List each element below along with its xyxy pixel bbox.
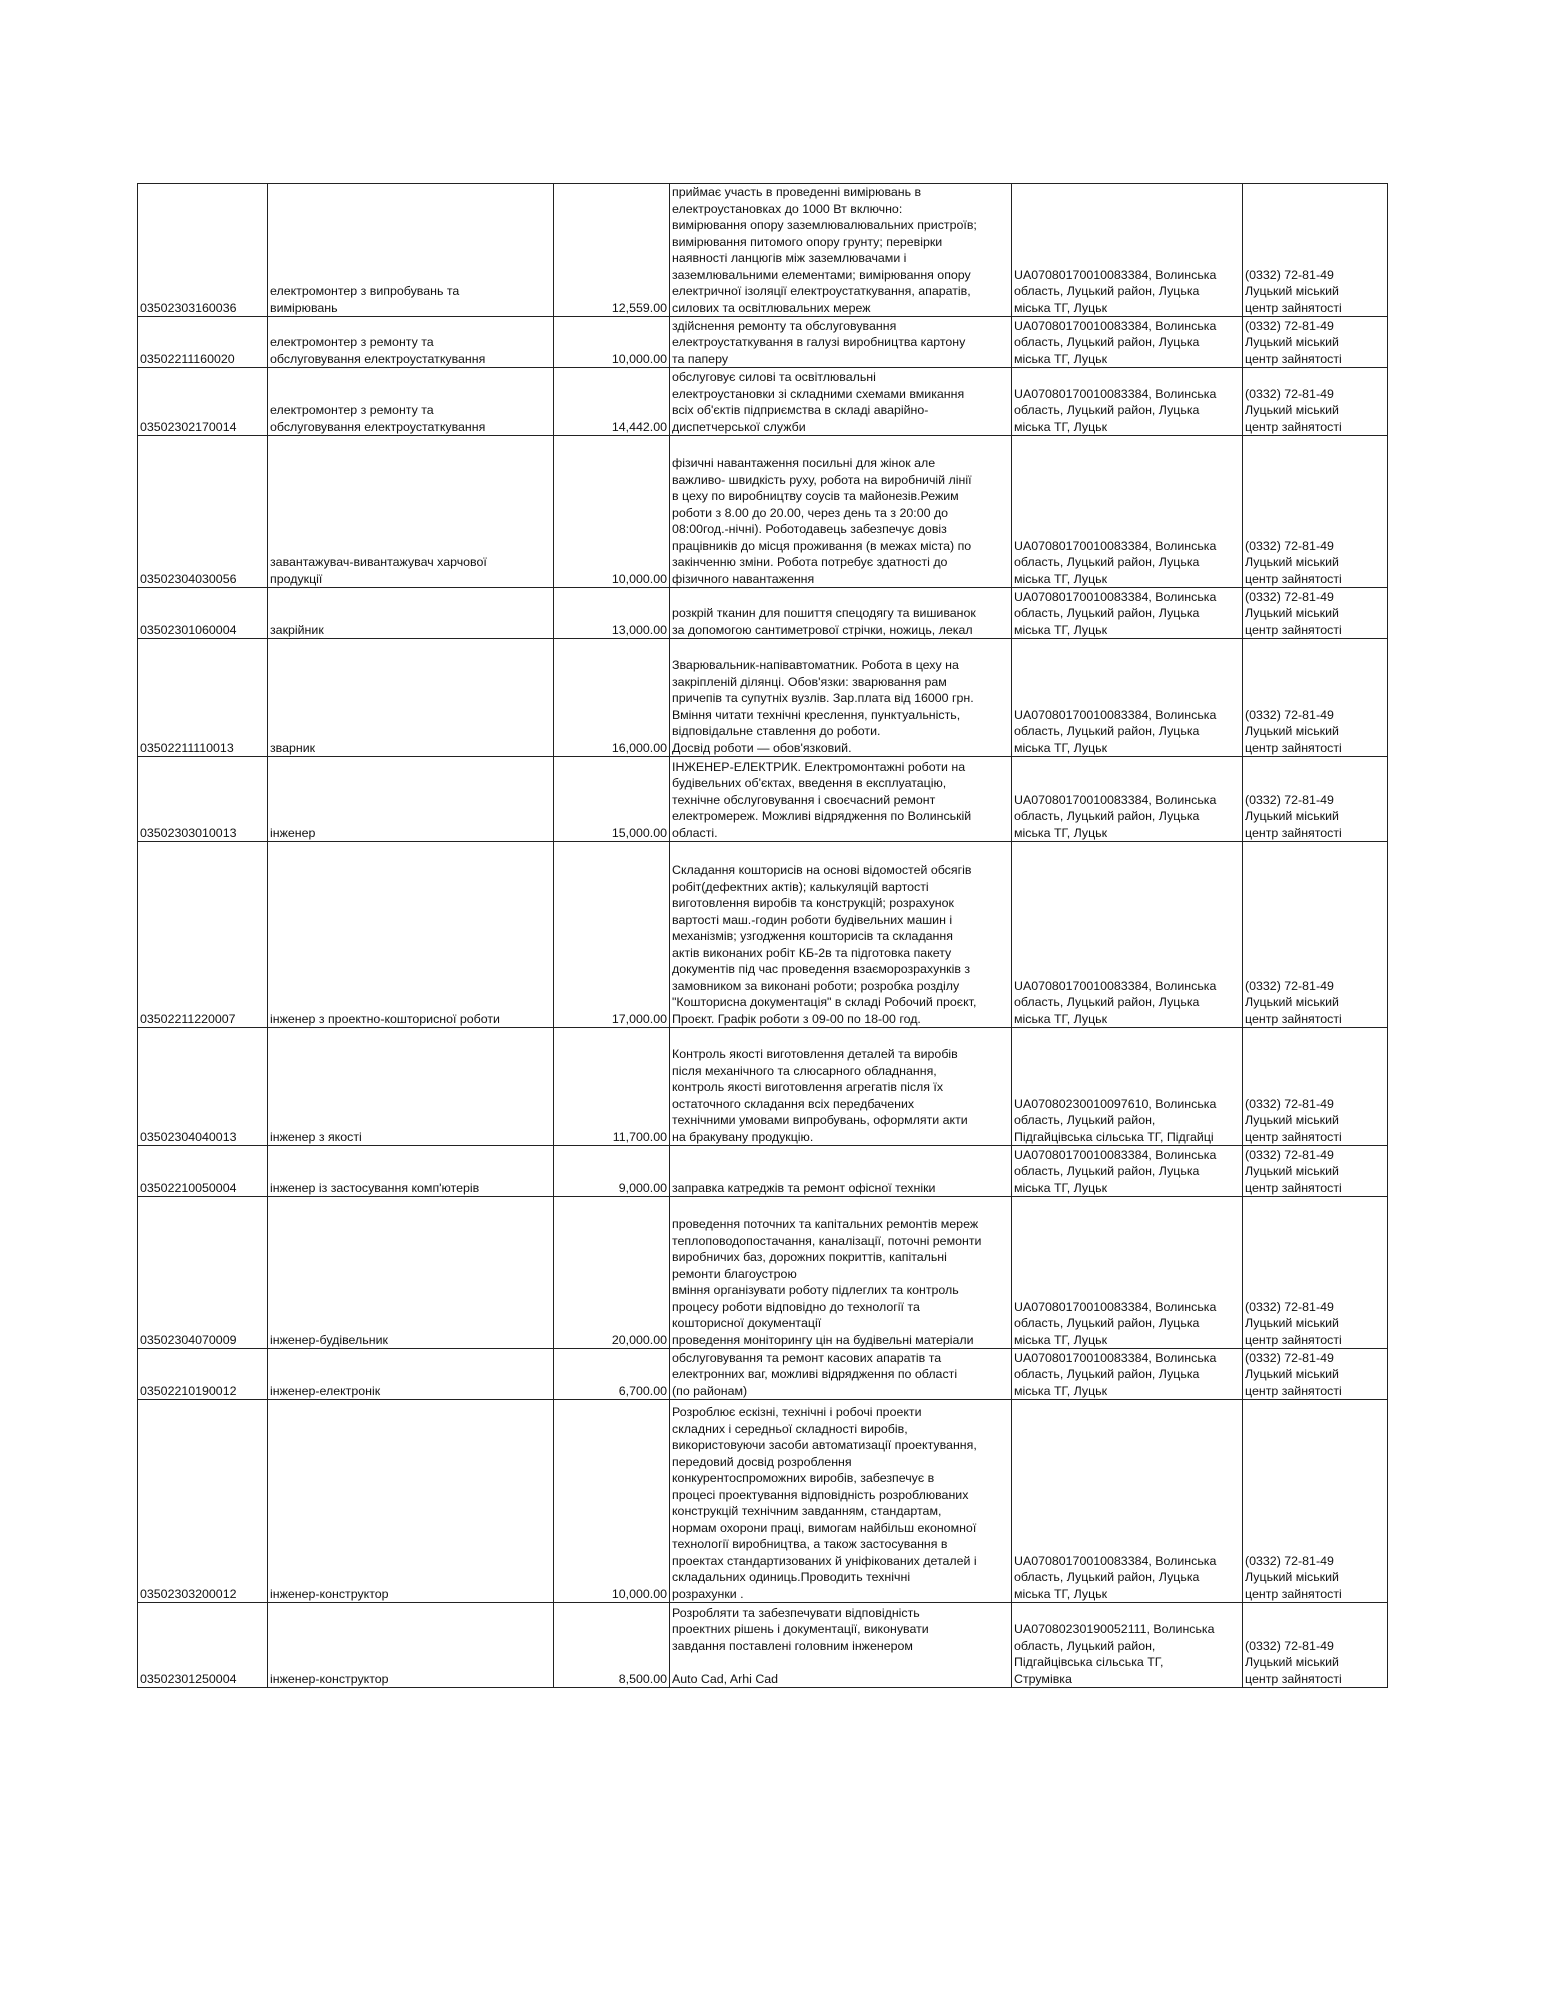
contact-cell: (0332) 72-81-49 Луцький міський центр зайнятості [1243, 1349, 1388, 1400]
address-cell: UA07080170010083384, Волинська область, Луцький район, Луцька міська ТГ, Луцьк [1012, 184, 1243, 317]
table-row [138, 1028, 1388, 1146]
address-cell: UA07080170010083384, Волинська область, Луцький район, Луцька міська ТГ, Луцьк [1012, 842, 1243, 1028]
table-row [138, 184, 1388, 317]
contact-cell: (0332) 72-81-49 Луцький міський центр зайнятості [1243, 184, 1388, 317]
vacancy-code-cell: 03502304070009 [138, 1197, 268, 1349]
salary-cell: 17,000.00 [554, 842, 670, 1028]
job-description-cell: обслуговування та ремонт касових апаратів та електронних ваг, можливі відрядження по області (по районам) [670, 1349, 1012, 1400]
salary-cell: 10,000.00 [554, 1400, 670, 1603]
address-cell: UA07080170010083384, Волинська область, Луцький район, Луцька міська ТГ, Луцьк [1012, 1197, 1243, 1349]
job-description-cell: здійснення ремонту та обслуговування електроустаткування в галузі виробництва картону та паперу [670, 317, 1012, 368]
job-title-cell: завантажувач-вивантажувач харчової продукції [268, 436, 554, 588]
table-row [138, 1197, 1388, 1349]
contact-cell: (0332) 72-81-49 Луцький міський центр зайнятості [1243, 757, 1388, 842]
salary-cell: 12,559.00 [554, 184, 670, 317]
contact-cell: (0332) 72-81-49 Луцький міський центр зайнятості [1243, 368, 1388, 436]
table-row [138, 368, 1388, 436]
table-row [138, 588, 1388, 639]
table-row [138, 1603, 1388, 1688]
table-row [138, 1349, 1388, 1400]
salary-cell: 6,700.00 [554, 1349, 670, 1400]
job-title-cell: інженер-конструктор [268, 1400, 554, 1603]
table-row [138, 639, 1388, 757]
table-row [138, 1400, 1388, 1603]
job-description-cell: Складання кошторисів на основі відомостей обсягів робіт(дефектних актів); калькуляцій вартості виготовлення виробів та конструкцій; розрахунок вартості маш.-годин роботи будівельних машин і механізмів; узгодження кошторисів та складання актів виконаних робіт КБ-2в та підготовка пакету документів під час проведення взаєморозрахунків з замовником за виконані роботи; розробка розділу "Кошторисна документація" в складі Робочий проєкт, Проєкт. Графік роботи з 09-00 по 18-00 год. [670, 842, 1012, 1028]
job-description-cell: проведення поточних та капітальних ремонтів мереж теплоповодопостачання, каналізації, поточні ремонти виробничих баз, дорожних покриттів, капітальні ремонти благоустрою вміння організувати роботу підлеглих та контроль процесу роботи відповідно до технології та кошторисної документації проведення моніторингу цін на будівельні матеріали [670, 1197, 1012, 1349]
table-row [138, 757, 1388, 842]
vacancy-code-cell: 03502302170014 [138, 368, 268, 436]
address-cell: UA07080230190052111, Волинська область, Луцький район, Підгайцівська сільська ТГ, Струмівка [1012, 1603, 1243, 1688]
salary-cell: 8,500.00 [554, 1603, 670, 1688]
job-description-cell: Контроль якості виготовлення деталей та виробів після механічного та слюсарного обладнання, контроль якості виготовлення агрегатів після їх остаточного складання всіх передбачених технічними умовами випробувань, оформляти акти на бракувану продукцію. [670, 1028, 1012, 1146]
contact-cell: (0332) 72-81-49 Луцький міський центр зайнятості [1243, 639, 1388, 757]
salary-cell: 11,700.00 [554, 1028, 670, 1146]
address-cell: UA07080170010083384, Волинська область, Луцький район, Луцька міська ТГ, Луцьк [1012, 317, 1243, 368]
contact-cell: (0332) 72-81-49 Луцький міський центр зайнятості [1243, 588, 1388, 639]
vacancy-code-cell: 03502211220007 [138, 842, 268, 1028]
vacancy-code-cell: 03502301250004 [138, 1603, 268, 1688]
job-description-cell: Зварювальник-напівавтоматник. Робота в цеху на закріпленій ділянці. Обов'язки: зварювання рам причепів та супутніх вузлів. Зар.плата від 16000 грн. Вміння читати технічні креслення, пунктуальність, відповідальне ставлення до роботи. Досвід роботи — обов'язковий. [670, 639, 1012, 757]
salary-cell: 13,000.00 [554, 588, 670, 639]
address-cell: UA07080170010083384, Волинська область, Луцький район, Луцька міська ТГ, Луцьк [1012, 1349, 1243, 1400]
job-description-cell: розкрій тканин для пошиття спецодягу та вишиванок за допомогою сантиметрової стрічки, ножиць, лекал [670, 588, 1012, 639]
address-cell: UA07080170010083384, Волинська область, Луцький район, Луцька міська ТГ, Луцьк [1012, 639, 1243, 757]
contact-cell: (0332) 72-81-49 Луцький міський центр зайнятості [1243, 1197, 1388, 1349]
salary-cell: 10,000.00 [554, 436, 670, 588]
job-description-cell: Розроблює ескізні, технічні і робочі проекти складних і середньої складності виробів, використовуючи засоби автоматизації проектування, передовий досвід розроблення конкурентоспроможних виробів, забезпечує в процесі проектування відповідність розроблюваних конструкцій технічним завданням, стандартам, нормам охорони праці, вимогам найбільш економної технології виробництва, а також застосування в проектах стандартизованих й уніфікованих деталей і складальних одиниць.Проводить технічні розрахунки . [670, 1400, 1012, 1603]
address-cell: UA07080230010097610, Волинська область, Луцький район, Підгайцівська сільська ТГ, Підгайці [1012, 1028, 1243, 1146]
job-title-cell: електромонтер з ремонту та обслуговування електроустаткування [268, 317, 554, 368]
contact-cell: (0332) 72-81-49 Луцький міський центр зайнятості [1243, 1400, 1388, 1603]
vacancy-code-cell: 03502304040013 [138, 1028, 268, 1146]
vacancy-code-cell: 03502303200012 [138, 1400, 268, 1603]
vacancy-table-body [138, 184, 1388, 1688]
job-description-cell: Розробляти та забезпечувати відповідність проектних рішень і документації, виконувати завдання поставлені головним інженером Auto Cad, Arhi Cad [670, 1603, 1012, 1688]
job-description-cell: обслуговує силові та освітлювальні електроустановки зі складними схемами вмикання всіх об'єктів підприємства в складі аварійно- диспетчерської служби [670, 368, 1012, 436]
salary-cell: 14,442.00 [554, 368, 670, 436]
vacancy-code-cell: 03502211160020 [138, 317, 268, 368]
job-title-cell: електромонтер з випробувань та вимірювань [268, 184, 554, 317]
vacancy-code-cell: 03502210190012 [138, 1349, 268, 1400]
table-row [138, 842, 1388, 1028]
salary-cell: 16,000.00 [554, 639, 670, 757]
address-cell: UA07080170010083384, Волинська область, Луцький район, Луцька міська ТГ, Луцьк [1012, 1400, 1243, 1603]
vacancy-code-cell: 03502303160036 [138, 184, 268, 317]
job-description-cell: заправка катреджів та ремонт офісної техніки [670, 1146, 1012, 1197]
job-title-cell: інженер-конструктор [268, 1603, 554, 1688]
address-cell: UA07080170010083384, Волинська область, Луцький район, Луцька міська ТГ, Луцьк [1012, 368, 1243, 436]
contact-cell: (0332) 72-81-49 Луцький міський центр зайнятості [1243, 1603, 1388, 1688]
job-title-cell: інженер із застосування комп'ютерів [268, 1146, 554, 1197]
salary-cell: 20,000.00 [554, 1197, 670, 1349]
vacancy-code-cell: 03502301060004 [138, 588, 268, 639]
job-description-cell: ІНЖЕНЕР-ЕЛЕКТРИК. Електромонтажні роботи на будівельних об'єктах, введення в експлуатацію, технічне обслуговування і своєчасний ремонт електромереж. Можливі відрядження по Волинській області. [670, 757, 1012, 842]
contact-cell: (0332) 72-81-49 Луцький міський центр зайнятості [1243, 317, 1388, 368]
job-title-cell: електромонтер з ремонту та обслуговування електроустаткування [268, 368, 554, 436]
address-cell: UA07080170010083384, Волинська область, Луцький район, Луцька міська ТГ, Луцьк [1012, 436, 1243, 588]
job-title-cell: зварник [268, 639, 554, 757]
job-description-cell: приймає участь в проведенні вимірювань в електроустановках до 1000 Вт включно: вимірювання опору заземлювалювальних пристроїв; вимірювання питомого опору грунту; перевірки наявності ланцюгів між заземлювачами і заземлювальними елементами; вимірювання опору електричної ізоляції електроустаткування, апаратів, силових та освітлювальних мереж [670, 184, 1012, 317]
address-cell: UA07080170010083384, Волинська область, Луцький район, Луцька міська ТГ, Луцьк [1012, 588, 1243, 639]
job-title-cell: інженер-будівельник [268, 1197, 554, 1349]
job-title-cell: закрійник [268, 588, 554, 639]
vacancy-sheet [137, 183, 1375, 1688]
job-description-cell: фізичні навантаження посильні для жінок але важливо- швидкість руху, робота на виробничій лінії в цеху по виробництву соусів та майонезів.Режим роботи з 8.00 до 20.00, через день та з 20:00 до 08:00год.-нічні). Роботодавець забезпечує довіз працівників до місця проживання (в межах міста) по закінченню зміни. Робота потребує здатності до фізичного навантаження [670, 436, 1012, 588]
address-cell: UA07080170010083384, Волинська область, Луцький район, Луцька міська ТГ, Луцьк [1012, 1146, 1243, 1197]
vacancy-code-cell: 03502304030056 [138, 436, 268, 588]
table-row [138, 317, 1388, 368]
contact-cell: (0332) 72-81-49 Луцький міський центр зайнятості [1243, 436, 1388, 588]
table-row [138, 436, 1388, 588]
vacancy-code-cell: 03502211110013 [138, 639, 268, 757]
address-cell: UA07080170010083384, Волинська область, Луцький район, Луцька міська ТГ, Луцьк [1012, 757, 1243, 842]
vacancy-table [137, 183, 1388, 1688]
job-title-cell: інженер з якості [268, 1028, 554, 1146]
vacancy-code-cell: 03502303010013 [138, 757, 268, 842]
job-title-cell: інженер з проектно-кошторисної роботи [268, 842, 554, 1028]
contact-cell: (0332) 72-81-49 Луцький міський центр зайнятості [1243, 1028, 1388, 1146]
job-title-cell: інженер-електронік [268, 1349, 554, 1400]
salary-cell: 15,000.00 [554, 757, 670, 842]
job-title-cell: інженер [268, 757, 554, 842]
contact-cell: (0332) 72-81-49 Луцький міський центр зайнятості [1243, 1146, 1388, 1197]
salary-cell: 9,000.00 [554, 1146, 670, 1197]
salary-cell: 10,000.00 [554, 317, 670, 368]
vacancy-code-cell: 03502210050004 [138, 1146, 268, 1197]
contact-cell: (0332) 72-81-49 Луцький міський центр зайнятості [1243, 842, 1388, 1028]
table-row [138, 1146, 1388, 1197]
